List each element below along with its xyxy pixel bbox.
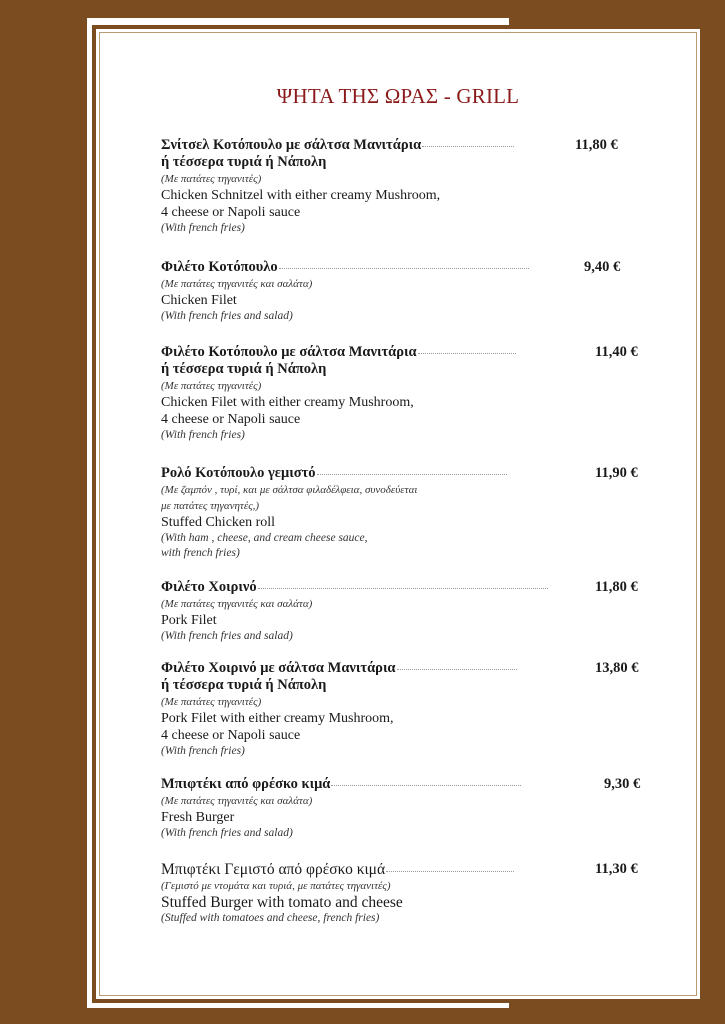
greek-note: (Με πατάτες τηγανιτές) — [161, 696, 262, 708]
greek-note: (Γεμιστό με ντομάτα και τυριά, με πατάτες τηγανιτές) — [161, 880, 391, 892]
leader-dots — [279, 267, 529, 269]
english-name: Chicken Filet with either creamy Mushroom, — [161, 395, 414, 410]
greek-note: (Με πατάτες τηγανιτές και σαλάτα) — [161, 598, 313, 610]
english-note: (With french fries and salad) — [161, 310, 293, 322]
item-price: 9,30 € — [604, 776, 641, 792]
english-note: (With french fries) — [161, 429, 245, 441]
item-price: 11,80 € — [575, 137, 618, 153]
english-name: 4 cheese or Napoli sauce — [161, 205, 301, 220]
item-price: 13,80 € — [595, 660, 639, 676]
leader-dots — [397, 668, 517, 670]
menu-item — [161, 137, 651, 236]
menu-item — [161, 465, 651, 561]
english-name: Pork Filet — [161, 613, 217, 628]
english-note: (With french fries) — [161, 745, 245, 757]
english-note: (Stuffed with tomatoes and cheese, french fries) — [161, 912, 380, 924]
english-name: Fresh Burger — [161, 810, 235, 825]
item-name: Μπιφτέκι από φρέσκο κιμά 9,30 € — [161, 776, 641, 792]
leader-dots — [418, 352, 516, 354]
menu-item — [161, 344, 651, 443]
english-name: Chicken Schnitzel with either creamy Mushroom, — [161, 188, 441, 203]
item-price: 11,80 € — [595, 579, 638, 595]
greek-note: (Με πατάτες τηγανιτές) — [161, 173, 262, 185]
item-name: Μπιφτέκι Γεμιστό από φρέσκο κιμά 11,30 € — [161, 861, 638, 878]
menu-item — [161, 660, 651, 759]
leader-dots — [331, 784, 521, 786]
item-name: Φιλέτο Κοτόπουλο με σάλτσα Μανιτάρια ή τέσσερα τυριά ή Νάπολη 11,40 € — [161, 344, 638, 377]
english-note: (With french fries and salad) — [161, 630, 293, 642]
menu-item — [161, 776, 651, 841]
item-name: Φιλέτο Κοτόπουλο 9,40 € — [161, 259, 621, 275]
greek-note: (Με πατάτες τηγανιτές και σαλάτα) — [161, 795, 313, 807]
menu-page — [100, 33, 696, 995]
item-price: 11,90 € — [595, 465, 638, 481]
greek-note: με πατάτες τηγανητές,) — [161, 500, 260, 512]
item-price: 9,40 € — [584, 259, 621, 275]
item-name: Σνίτσελ Κοτόπουλο με σάλτσα Μανιτάρια ή τέσσερα τυριά ή Νάπολη 11,80 € — [161, 137, 618, 170]
greek-note: (Με ζαμπόν , τυρί, και με σάλτσα φιλαδέλφεια, συνοδεύεται — [161, 484, 418, 496]
item-name: Φιλέτο Χοιρινό με σάλτσα Μανιτάρια ή τέσσερα τυριά ή Νάπολη 13,80 € — [161, 660, 639, 693]
english-name: Stuffed Burger with tomato and cheese — [161, 894, 403, 911]
item-name: Ρολό Κοτόπουλο γεμιστό 11,90 € — [161, 465, 638, 481]
item-price: 11,30 € — [595, 861, 638, 877]
menu-item — [161, 861, 651, 926]
item-price: 11,40 € — [595, 344, 638, 360]
english-name: Stuffed Chicken roll — [161, 515, 276, 530]
english-name: 4 cheese or Napoli sauce — [161, 728, 301, 743]
leader-dots — [258, 587, 548, 589]
english-note: (With french fries) — [161, 222, 245, 234]
english-name: Pork Filet with either creamy Mushroom, — [161, 711, 394, 726]
item-name: Φιλέτο Χοιρινό 11,80 € — [161, 579, 638, 595]
english-name: Chicken Filet — [161, 293, 237, 308]
english-note: (With ham , cheese, and cream cheese sauce, — [161, 532, 368, 544]
english-note: with french fries) — [161, 547, 240, 559]
menu-item — [161, 259, 651, 324]
leader-dots — [422, 145, 514, 147]
greek-note: (Με πατάτες τηγανιτές και σαλάτα) — [161, 278, 313, 290]
greek-note: (Με πατάτες τηγανιτές) — [161, 380, 262, 392]
english-name: 4 cheese or Napoli sauce — [161, 412, 301, 427]
menu-item — [161, 579, 651, 644]
section-title: ΨΗΤΑ ΤΗΣ ΩΡΑΣ - GRILL — [276, 84, 520, 108]
leader-dots — [386, 870, 514, 872]
english-note: (With french fries and salad) — [161, 827, 293, 839]
menu-page-frame — [92, 25, 704, 1003]
leader-dots — [317, 473, 507, 475]
